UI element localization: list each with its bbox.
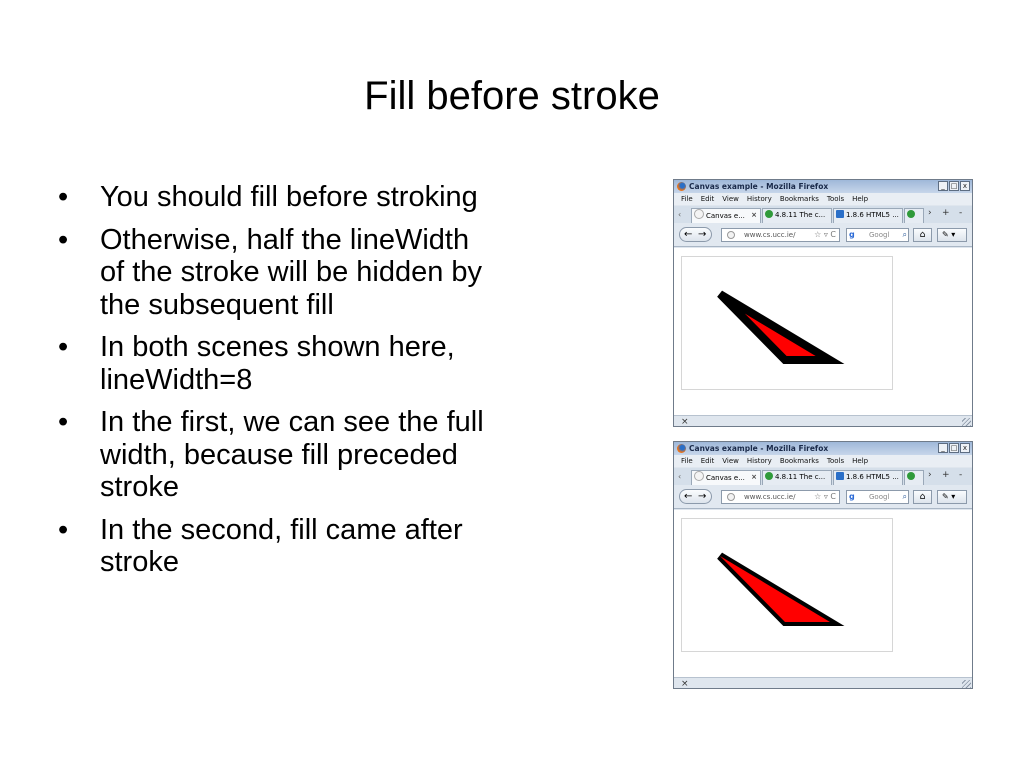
bullet-marker: •: [58, 513, 69, 546]
new-tab-button[interactable]: +: [942, 208, 950, 218]
close-addon-bar-icon[interactable]: ×: [681, 679, 689, 689]
resize-grip-icon[interactable]: [962, 418, 971, 427]
maximize-button[interactable]: □: [950, 444, 958, 452]
home-icon[interactable]: ⌂: [913, 490, 932, 504]
back-forward-buttons[interactable]: [679, 227, 712, 242]
tab-canvas-spec[interactable]: [762, 470, 832, 485]
tab-favicon-icon: [694, 471, 704, 481]
tab-label: 4.8.11 The c...: [775, 211, 826, 219]
filled-stroked-triangle: [720, 294, 830, 360]
menu-view[interactable]: View: [722, 195, 739, 203]
maximize-button[interactable]: □: [950, 182, 958, 190]
firefox-logo-icon: [677, 182, 686, 191]
tab-favicon-icon: [907, 472, 915, 480]
search-icon[interactable]: ⌕: [902, 230, 907, 239]
firefox-logo-icon: [677, 444, 686, 453]
tab-favicon-icon: [765, 472, 773, 480]
window-titlebar: [674, 442, 972, 455]
back-icon[interactable]: ←: [684, 491, 693, 502]
canvas-area: [681, 256, 893, 390]
menu-bookmarks[interactable]: Bookmarks: [779, 457, 819, 465]
forward-icon[interactable]: →: [698, 491, 707, 502]
status-bar: [674, 415, 972, 427]
menu-edit[interactable]: Edit: [700, 457, 715, 465]
window-controls: [938, 181, 970, 191]
tab-bar: [674, 468, 972, 485]
search-placeholder: Googl: [869, 231, 890, 239]
search-placeholder: Googl: [869, 493, 890, 501]
menu-bar: [674, 455, 972, 467]
firefox-screenshot-fill-first: [673, 179, 973, 427]
url-text: www.cs.ucc.ie/: [744, 493, 796, 501]
page-content: [674, 248, 972, 415]
bullet-text: In the first, we can see the full width, because fill preceded stroke: [100, 406, 484, 503]
tab-label: 4.8.11 The c...: [775, 473, 826, 481]
menu-tools[interactable]: Tools: [826, 195, 845, 203]
url-tools[interactable]: ☆ ▿ C: [814, 230, 836, 239]
menu-bookmarks[interactable]: Bookmarks: [779, 195, 819, 203]
bullet-list: [58, 181, 498, 589]
tab-scroll-left-icon[interactable]: ‹: [678, 210, 682, 219]
search-bar[interactable]: [846, 490, 909, 504]
tab-label: Canvas e...: [706, 474, 745, 482]
bullet-text: In both scenes shown here, lineWidth=8: [100, 331, 455, 396]
tab-canvas-example[interactable]: [691, 470, 761, 485]
toolbar-extra-button[interactable]: ✎ ▾: [937, 490, 967, 504]
new-tab-button[interactable]: +: [942, 470, 950, 480]
resize-grip-icon[interactable]: [962, 680, 971, 689]
tab-favicon-icon: [765, 210, 773, 218]
canvas-drawing: [682, 519, 892, 651]
close-button[interactable]: x: [960, 443, 970, 453]
tab-label: 1.8.6 HTML5 ...: [846, 211, 899, 219]
google-icon: g: [849, 492, 855, 501]
canvas-drawing: [682, 257, 892, 389]
forward-icon[interactable]: →: [698, 229, 707, 240]
bullet-text: In the second, fill came after stroke: [100, 513, 463, 578]
status-bar: [674, 677, 972, 689]
search-bar[interactable]: [846, 228, 909, 242]
tab-favicon-icon: [836, 210, 844, 218]
close-button[interactable]: x: [960, 181, 970, 191]
navigation-toolbar: [674, 485, 972, 509]
firefox-screenshot-fill-after: [673, 441, 973, 689]
minimize-button[interactable]: _: [938, 181, 948, 191]
bullet-marker: •: [58, 223, 69, 256]
navigation-toolbar: [674, 223, 972, 247]
bullet-item: [58, 331, 498, 396]
tab-favicon-icon: [907, 210, 915, 218]
bullet-marker: •: [58, 331, 69, 363]
canvas-area: [681, 518, 893, 652]
slide-title: Fill before stroke: [364, 74, 660, 118]
tab-partial[interactable]: [904, 208, 924, 223]
url-bar[interactable]: [721, 490, 840, 504]
menu-help[interactable]: Help: [852, 457, 869, 465]
tab-list-button[interactable]: -: [959, 470, 963, 480]
search-icon[interactable]: ⌕: [902, 492, 907, 501]
tab-close-icon[interactable]: ×: [751, 211, 757, 219]
url-bar[interactable]: [721, 228, 840, 242]
close-addon-bar-icon[interactable]: ×: [681, 417, 689, 427]
site-identity-icon: [727, 493, 735, 501]
menu-help[interactable]: Help: [852, 195, 869, 203]
bullet-marker: •: [58, 181, 69, 213]
site-identity-icon: [727, 231, 735, 239]
tab-canvas-spec[interactable]: [762, 208, 832, 223]
back-forward-buttons[interactable]: [679, 489, 712, 504]
menu-file[interactable]: File: [681, 195, 693, 203]
tab-list-button[interactable]: -: [959, 208, 963, 218]
google-icon: g: [849, 230, 855, 239]
tab-overflow-icon[interactable]: ›: [928, 470, 932, 480]
home-icon[interactable]: ⌂: [913, 228, 932, 242]
tab-bar: [674, 206, 972, 223]
menu-history[interactable]: History: [746, 195, 772, 203]
window-title: Canvas example - Mozilla Firefox: [689, 444, 829, 453]
toolbar-extra-button[interactable]: ✎ ▾: [937, 228, 967, 242]
tab-overflow-icon[interactable]: ›: [928, 208, 932, 218]
bullet-item: [58, 406, 498, 504]
minimize-button[interactable]: _: [938, 443, 948, 453]
bullet-item: [58, 181, 498, 214]
bullet-text: Otherwise, half the lineWidth of the stroke will be hidden by the subsequent fill: [100, 223, 483, 321]
menu-file[interactable]: File: [681, 457, 693, 465]
page-content: [674, 510, 972, 677]
tab-close-icon[interactable]: ×: [751, 473, 757, 481]
menu-edit[interactable]: Edit: [700, 195, 715, 203]
bullet-item: [58, 514, 498, 579]
window-title: Canvas example - Mozilla Firefox: [689, 182, 829, 191]
tab-canvas-example[interactable]: [691, 208, 761, 223]
tab-html5-spec[interactable]: [833, 208, 903, 223]
window-controls: [938, 443, 970, 453]
menu-history[interactable]: History: [746, 457, 772, 465]
url-tools[interactable]: ☆ ▿ C: [814, 492, 836, 501]
window-titlebar: [674, 180, 972, 193]
tab-favicon-icon: [836, 472, 844, 480]
menu-bar: [674, 193, 972, 205]
tab-html5-spec[interactable]: [833, 470, 903, 485]
back-icon[interactable]: ←: [684, 229, 693, 240]
bullet-item: [58, 224, 498, 322]
tab-label: 1.8.6 HTML5 ...: [846, 473, 899, 481]
bullet-marker: •: [58, 406, 69, 438]
menu-view[interactable]: View: [722, 457, 739, 465]
bullet-text: You should fill before stroking: [100, 181, 478, 213]
tab-favicon-icon: [694, 209, 704, 219]
tab-partial[interactable]: [904, 470, 924, 485]
url-text: www.cs.ucc.ie/: [744, 231, 796, 239]
menu-tools[interactable]: Tools: [826, 457, 845, 465]
tab-label: Canvas e...: [706, 212, 745, 220]
tab-scroll-left-icon[interactable]: ‹: [678, 472, 682, 481]
